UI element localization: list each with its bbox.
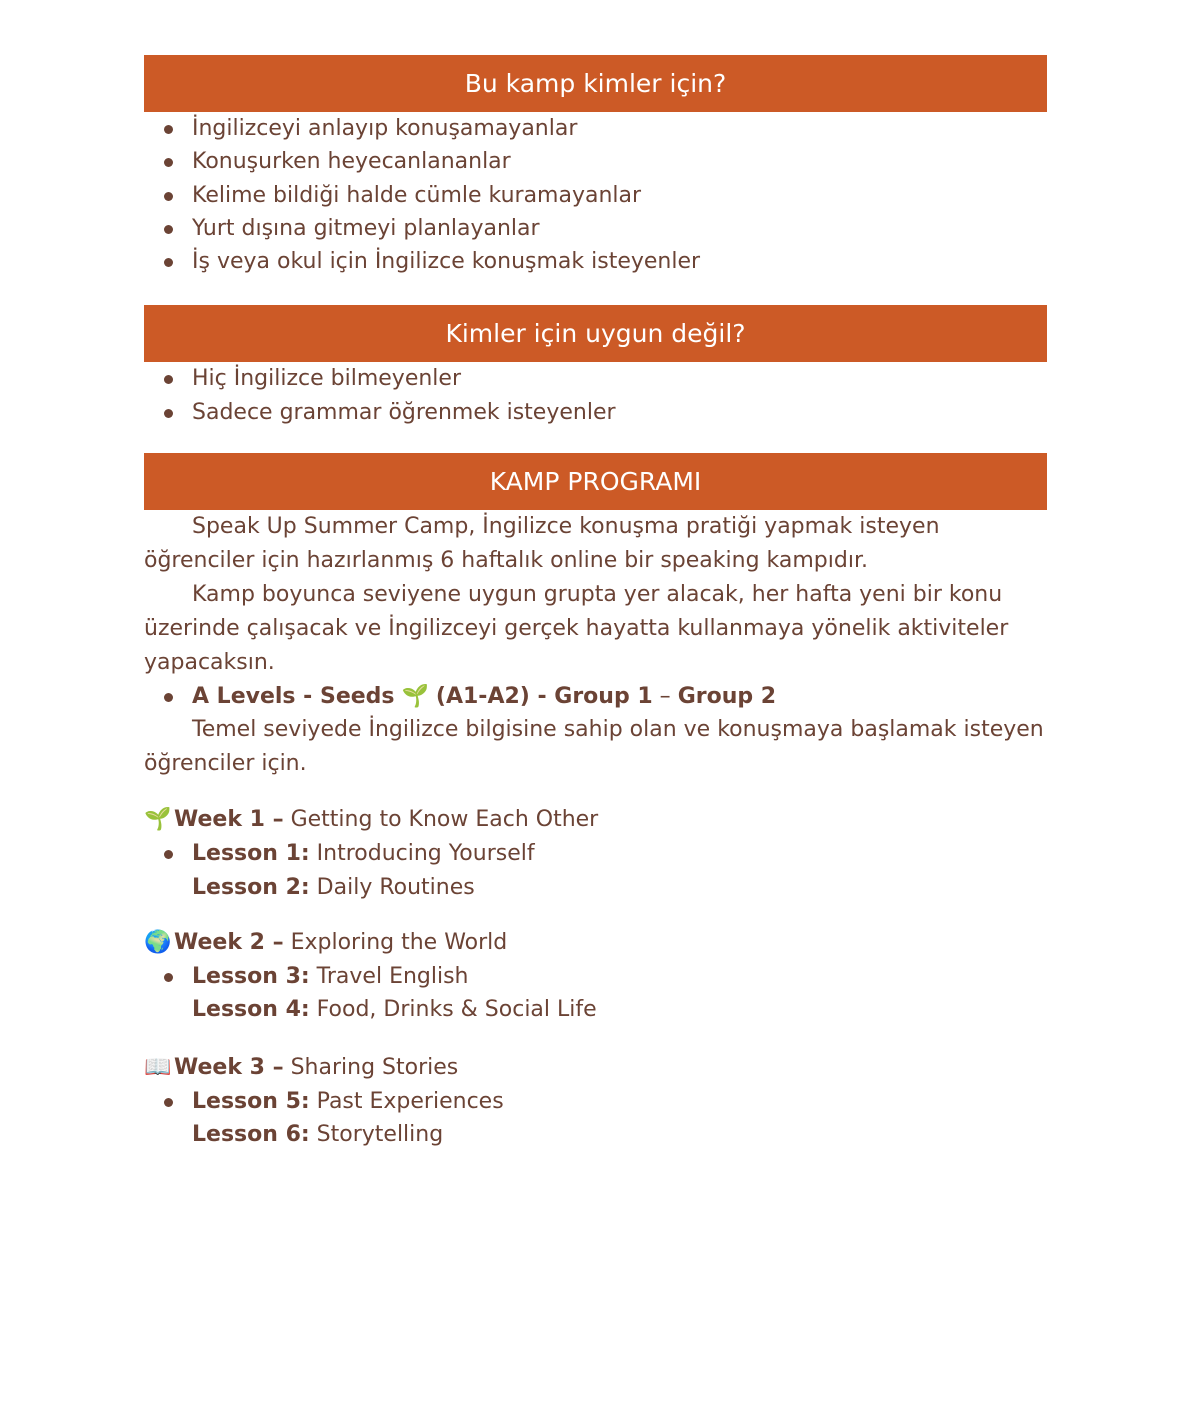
section-title: Kimler için uygun değil? — [445, 319, 746, 349]
list-item: Lesson 5: Past Experiences Lesson 6: Storytelling — [144, 1085, 1047, 1152]
group-2-link[interactable]: Group 2 — [677, 684, 777, 710]
section-header-who — [144, 55, 1047, 112]
list-item: Yurt dışına gitmeyi planlayanlar — [144, 212, 1047, 245]
level-description: Temel seviyede İngilizce bilgisine sahip olan ve konuşmaya başlamak isteyen öğrenciler için. — [144, 717, 1044, 777]
program-intro-1: Speak Up Summer Camp, İngilizce konuşma pratiği yapmak isteyen öğrenciler için hazırlanmış 6 haftalık online bir speaking kampıdır. — [144, 514, 940, 574]
seedling-icon: 🌱 — [144, 807, 172, 833]
lesson-list — [144, 960, 1047, 1027]
week-heading: 🌍 Week 2 – Exploring the World — [144, 926, 1047, 960]
bullet-icon — [164, 973, 173, 982]
section-header-not-for — [144, 305, 1047, 362]
book-icon: 📖 — [144, 1054, 172, 1080]
list-item: Konuşurken heyecanlananlar — [144, 145, 1047, 178]
who-list — [144, 112, 1047, 278]
not-for-list — [144, 362, 1047, 429]
section-title: KAMP PROGRAMI — [489, 467, 702, 497]
list-item: İngilizceyi anlayıp konuşamayanlar — [144, 112, 1047, 145]
globe-icon: 🌍 — [144, 929, 172, 955]
lesson-list — [144, 837, 1047, 904]
level-list — [144, 680, 1047, 713]
bullet-icon — [164, 225, 173, 234]
bullet-icon — [164, 1098, 173, 1107]
level-item: A Levels - Seeds 🌱 (A1-A2) - Group 1 – Group 2 — [144, 680, 1047, 713]
list-item: Lesson 3: Travel English Lesson 4: Food, Drinks & Social Life — [144, 960, 1047, 1027]
section-title: Bu kamp kimler için? — [464, 69, 727, 98]
list-item: Kelime bildiği halde cümle kuramayanlar — [144, 179, 1047, 212]
bullet-icon — [164, 693, 173, 702]
list-item: Sadece grammar öğrenmek isteyenler — [144, 396, 1047, 429]
section-header-program — [144, 453, 1047, 510]
bullet-icon — [164, 125, 173, 134]
group-1-link[interactable]: (A1-A2) - Group 1 — [435, 684, 653, 710]
list-item: İş veya okul için İngilizce konuşmak isteyenler — [144, 245, 1047, 278]
seedling-icon: 🌱 — [401, 684, 429, 710]
list-item: Hiç İngilizce bilmeyenler — [144, 362, 1047, 395]
lesson-list — [144, 1085, 1047, 1152]
list-item: Lesson 1: Introducing Yourself Lesson 2: Daily Routines — [144, 837, 1047, 904]
bullet-icon — [164, 258, 173, 267]
program-intro-2: Kamp boyunca seviyene uygun grupta yer alacak, her hafta yeni bir konu üzerinde çalışacak ve İngilizceyi gerçek hayatta kullanmaya yönelik aktiviteler yapacaksın. — [144, 582, 1009, 676]
week-heading: 📖 Week 3 – Sharing Stories — [144, 1051, 1047, 1085]
week-heading: 🌱 Week 1 – Getting to Know Each Other — [144, 803, 1047, 837]
page-content — [144, 55, 1047, 1151]
bullet-icon — [164, 409, 173, 418]
bullet-icon — [164, 850, 173, 859]
bullet-icon — [164, 192, 173, 201]
bullet-icon — [164, 375, 173, 384]
bullet-icon — [164, 158, 173, 167]
